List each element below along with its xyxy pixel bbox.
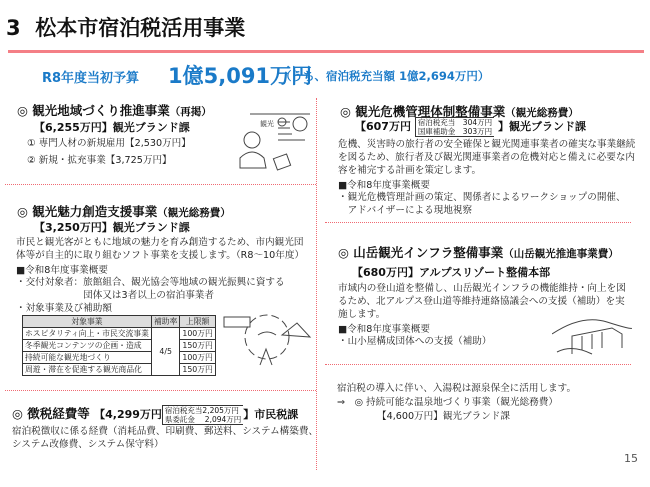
table-row: 周遊・滞在を促進する観光商品化 150万円 (23, 364, 216, 376)
section-divider (5, 184, 316, 185)
title-underline (8, 50, 644, 53)
list-item: ② 新規・拡充事業【3,725万円】 (27, 155, 172, 166)
table-row: ホスピタリティ向上・市民交流事業 4/5 100万円 (23, 328, 216, 340)
table-row: 冬季観光コンテンツの企画・造成 150万円 (23, 340, 216, 352)
project-description: 市域内の登山道を整備し、山岳観光インフラの機能維持・向上を図 るため、北アルプス登山道等維持連絡協議会への支援（補助）を実 施します。 (338, 283, 626, 320)
tourism-cycle-illustration (222, 305, 312, 367)
presentation-illustration (230, 110, 312, 175)
budget-total: 1億5,091万円 (168, 64, 313, 88)
section-divider (325, 222, 631, 223)
subsidy-table: 対象事業 補助率 上限額 ホスピタリティ向上・市民交流事業 4/5 100万円 冬季観光コンテンツの企画・造成 150万円 持続可能な観光地づくり 100万円 周遊・滞在を促進する観光商品化 150万円 (22, 315, 216, 376)
project-title: ◎ 観光地域づくり推進事業 (17, 103, 170, 118)
summary-items: ・交付対象者：旅館組合、観光協会等地域の観光振興に資する 団体又は3者以上の宿泊事業者 ・対象事業及び補助額 (16, 277, 285, 314)
summary-heading: ■令和8年度事業概要 (16, 265, 108, 276)
project-budget: 【680万円】アルプスリゾート整備本部 (352, 266, 551, 279)
summary-items: ・観光危機管理計画の策定、関係者によるワークショップの開催、 アドバイザーによる現地視察 (338, 192, 626, 216)
project-budget: 【6,255万円】観光ブランド課 (34, 121, 190, 134)
section-divider (325, 364, 631, 365)
svg-text:観光: 観光 (260, 120, 274, 128)
project-budget: 【3,250万円】観光ブランド課 (34, 221, 190, 234)
project-title: ◎ 観光魅力創造支援事業 (17, 204, 158, 219)
section-divider (5, 390, 316, 391)
project-description: 危機、災害時の旅行者の安全確保と観光関連事業者の確実な事業継続 を図るため、旅行者及び観光関連事業者の危機対応と備えに必要な内 容を補完する計画を策定します。 (338, 139, 636, 176)
page-title: 3 松本市宿泊税活用事業 (6, 16, 246, 40)
summary-items: ・山小屋構成団体への支援（補助） (338, 336, 492, 347)
summary-heading: ■令和8年度事業概要 (338, 180, 430, 191)
budget-note: （うち、宿泊税充当額 1億2,694万円） (280, 69, 490, 83)
page-number: 15 (624, 452, 638, 465)
project-title: ◎ 徴税経費等 (12, 406, 90, 421)
budget-label: R8年度当初予算 (42, 71, 140, 86)
project-title: ◎ 観光危機管理体制整備事業 (340, 104, 506, 119)
list-item: ① 専門人材の新規雇用【2,530万円】 (27, 138, 191, 149)
project-description: 宿泊税徴収に係る経費（消耗品費、印刷費、郵送料、システム構築費、 システム改修費、システム保守料） (12, 426, 319, 450)
summary-heading: ■令和8年度事業概要 (338, 324, 430, 335)
project-description: 市民と観光客がともに地域の魅力を育み創造するため、市内観光団 体等が自主的に取り組むソフト事業を支援します。（R8～10年度） (16, 237, 305, 261)
column-divider (316, 98, 317, 470)
project-title: ◎ 山岳観光インフラ整備事業 (338, 245, 504, 260)
mountain-hut-illustration (552, 314, 632, 356)
table-row: 持続可能な観光地づくり 100万円 (23, 352, 216, 364)
